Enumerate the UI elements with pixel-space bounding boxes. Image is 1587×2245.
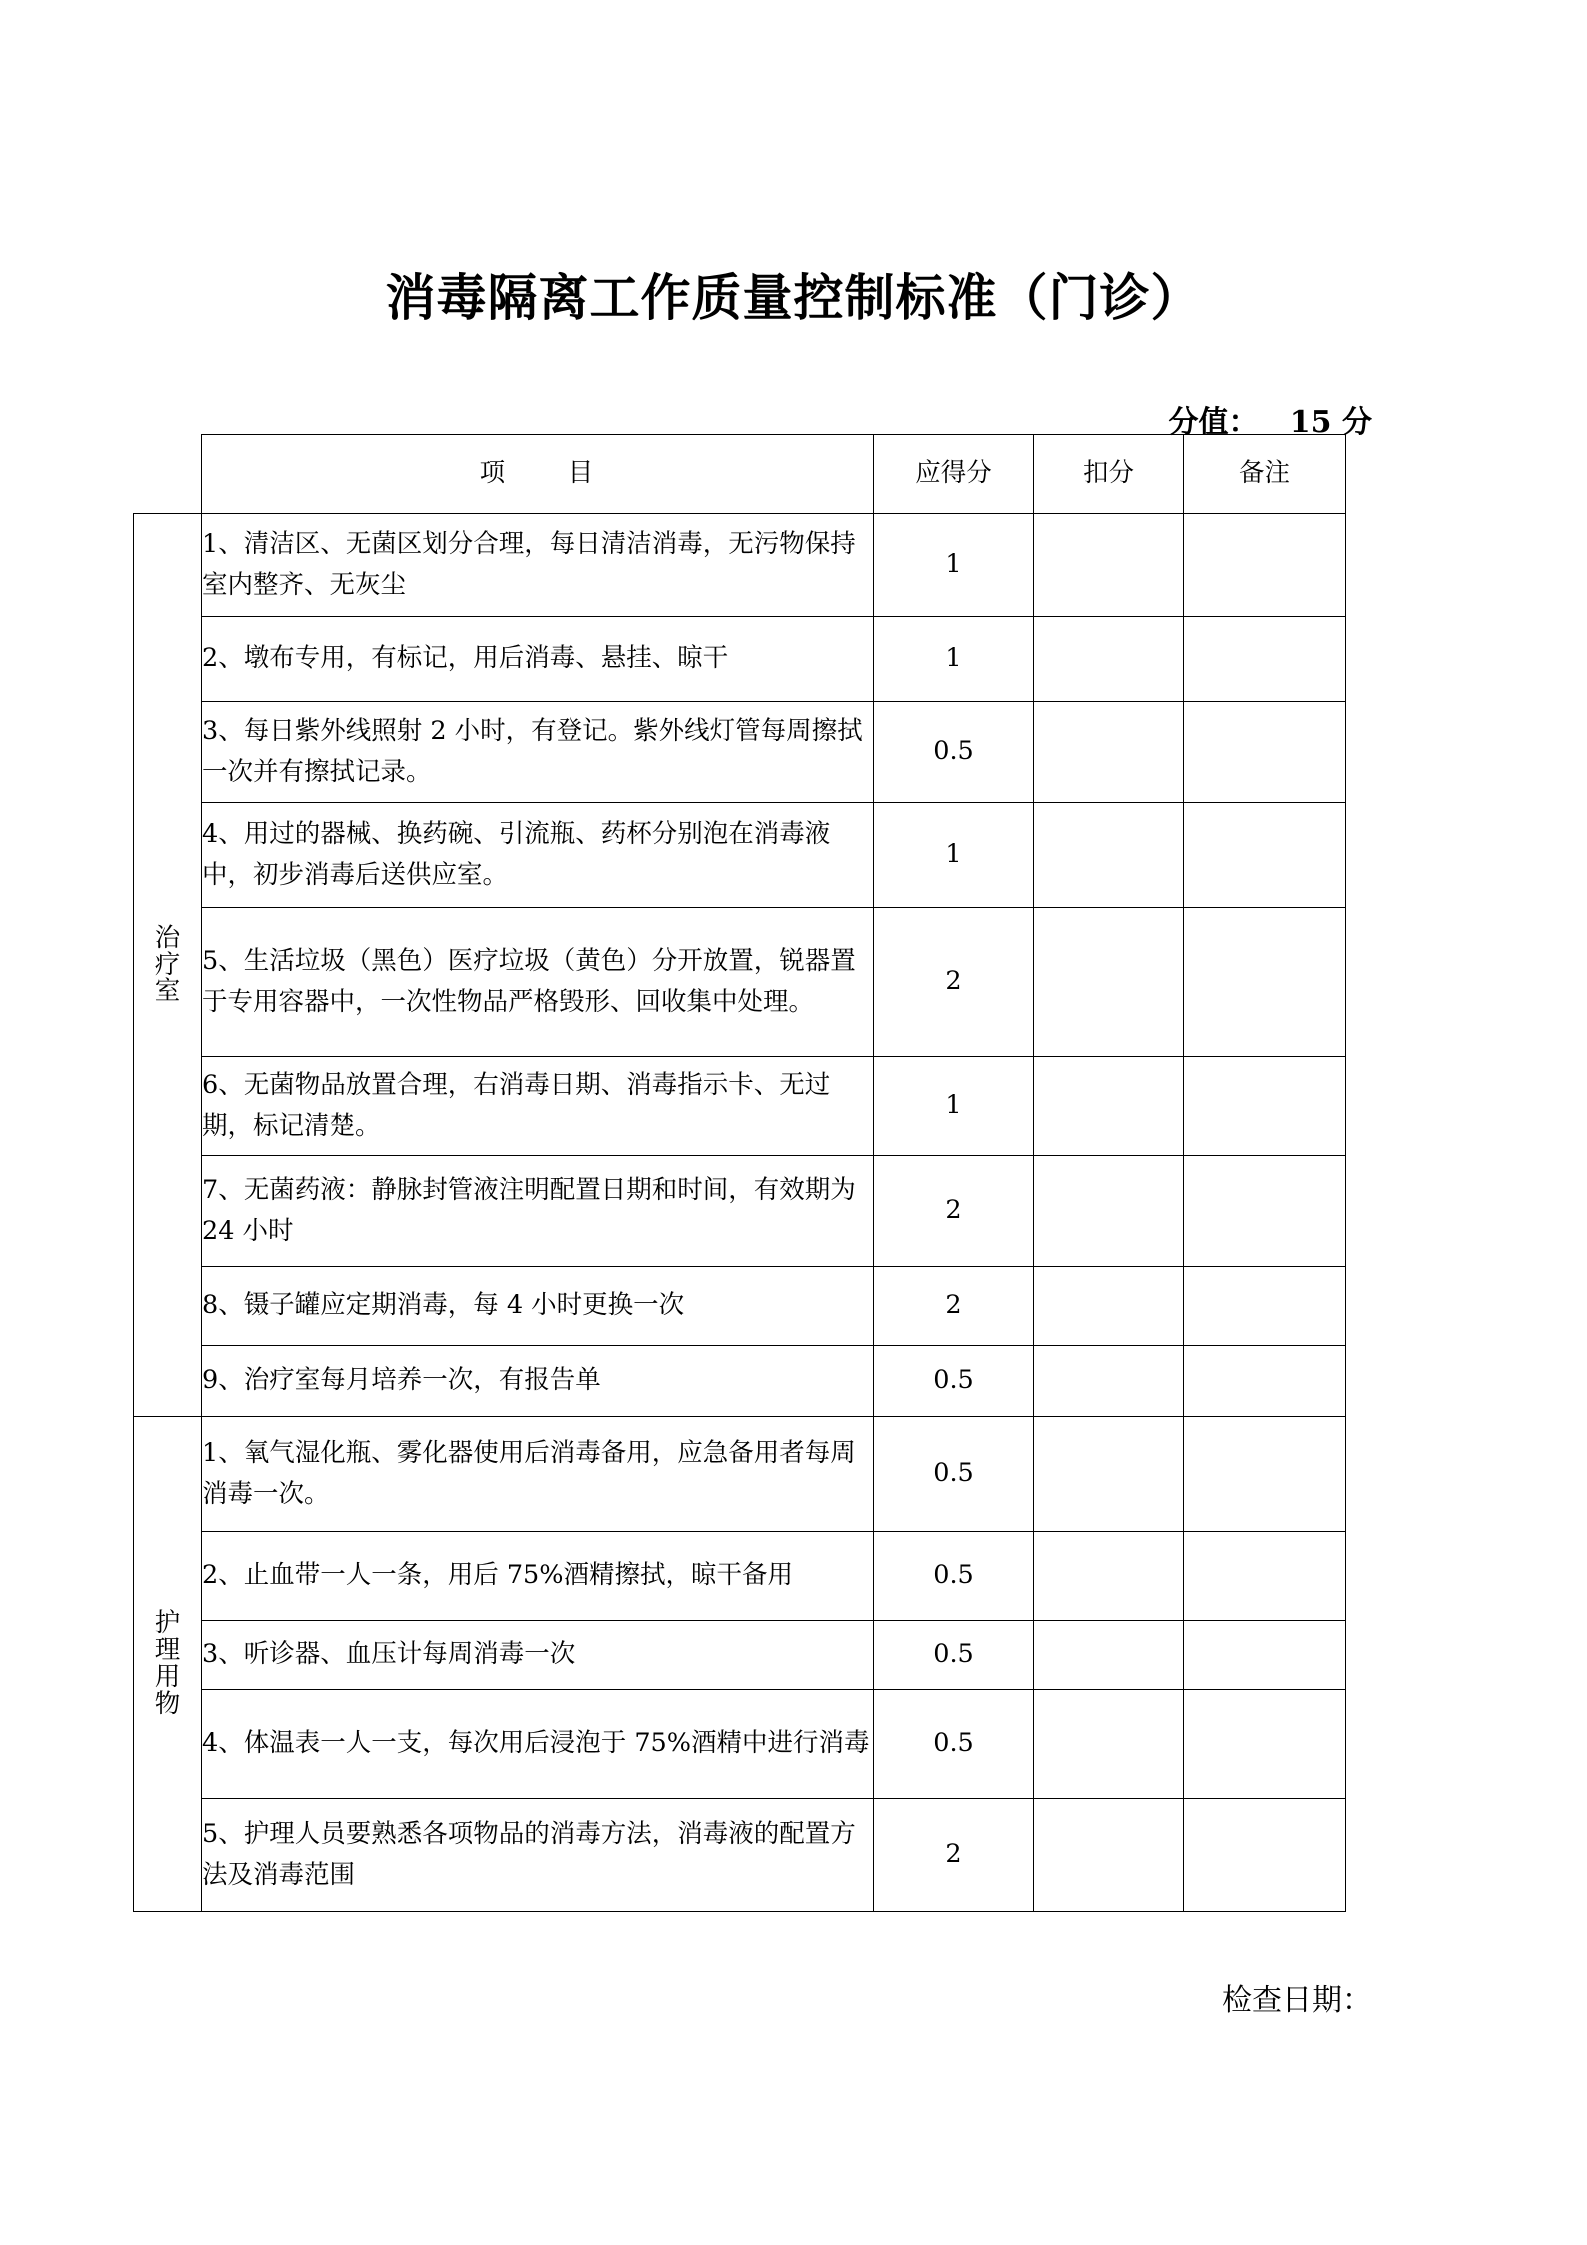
table-row bbox=[134, 803, 1346, 908]
category-label bbox=[134, 922, 201, 1007]
note-cell[interactable] bbox=[1184, 1417, 1346, 1532]
header-deduction bbox=[1034, 435, 1184, 514]
table-row bbox=[134, 1057, 1346, 1156]
expected-score-cell: 2 bbox=[874, 1799, 1034, 1912]
item-description-cell: 9、治疗室每月培养一次，有报告单 bbox=[202, 1346, 874, 1417]
header-deduction-text: 扣分 bbox=[1082, 458, 1134, 489]
header-score bbox=[874, 435, 1034, 514]
header-score-text: 应得分 bbox=[915, 458, 992, 489]
note-cell[interactable] bbox=[1184, 1057, 1346, 1156]
table-row bbox=[134, 908, 1346, 1057]
deduction-cell[interactable] bbox=[1034, 1267, 1184, 1346]
item-description-cell: 3、每日紫外线照射 2 小时，有登记。紫外线灯管每周擦拭一次并有擦拭记录。 bbox=[202, 702, 874, 803]
header-category-spacer bbox=[134, 435, 202, 514]
item-description-cell: 8、镊子罐应定期消毒，每 4 小时更换一次 bbox=[202, 1267, 874, 1346]
deduction-cell[interactable] bbox=[1034, 1690, 1184, 1799]
note-cell[interactable] bbox=[1184, 1267, 1346, 1346]
category-char: 室 bbox=[154, 976, 181, 1007]
table-header-row bbox=[134, 435, 1346, 514]
table-row bbox=[134, 1417, 1346, 1532]
item-description-cell: 4、体温表一人一支，每次用后浸泡于 75%酒精中进行消毒 bbox=[202, 1690, 874, 1799]
table-row bbox=[134, 1346, 1346, 1417]
category-char: 治 bbox=[154, 922, 181, 953]
expected-score-cell: 2 bbox=[874, 908, 1034, 1057]
category-char: 疗 bbox=[154, 949, 181, 980]
category-cell bbox=[134, 1417, 202, 1912]
expected-score-cell: 1 bbox=[874, 514, 1034, 617]
deduction-cell[interactable] bbox=[1034, 1799, 1184, 1912]
expected-score-cell: 1 bbox=[874, 1057, 1034, 1156]
page-title: 消毒隔离工作质量控制标准（门诊） bbox=[385, 268, 1202, 327]
score-label: 分值： bbox=[1168, 405, 1259, 440]
table-row bbox=[134, 702, 1346, 803]
expected-score-cell: 0.5 bbox=[874, 1532, 1034, 1621]
note-cell[interactable] bbox=[1184, 702, 1346, 803]
note-cell[interactable] bbox=[1184, 514, 1346, 617]
expected-score-cell: 0.5 bbox=[874, 1690, 1034, 1799]
deduction-cell[interactable] bbox=[1034, 1417, 1184, 1532]
item-description-cell: 5、生活垃圾（黑色）医疗垃圾（黄色）分开放置，锐器置于专用容器中，一次性物品严格毁形、回收集中处理。 bbox=[202, 908, 874, 1057]
quality-control-table bbox=[133, 434, 1346, 1912]
item-description-cell: 2、墩布专用，有标记，用后消毒、悬挂、晾干 bbox=[202, 617, 874, 702]
item-description-cell: 7、无菌药液：静脉封管液注明配置日期和时间，有效期为 24 小时 bbox=[202, 1156, 874, 1267]
category-char: 用 bbox=[154, 1662, 181, 1692]
table-row bbox=[134, 1267, 1346, 1346]
deduction-cell[interactable] bbox=[1034, 514, 1184, 617]
item-description-cell: 3、听诊器、血压计每周消毒一次 bbox=[202, 1621, 874, 1690]
table-row bbox=[134, 1799, 1346, 1912]
header-note bbox=[1184, 435, 1346, 514]
expected-score-cell: 0.5 bbox=[874, 1417, 1034, 1532]
header-item bbox=[202, 435, 874, 514]
note-cell[interactable] bbox=[1184, 1690, 1346, 1799]
expected-score-cell: 1 bbox=[874, 803, 1034, 908]
table-row bbox=[134, 617, 1346, 702]
expected-score-cell: 0.5 bbox=[874, 702, 1034, 803]
expected-score-cell: 2 bbox=[874, 1156, 1034, 1267]
deduction-cell[interactable] bbox=[1034, 1057, 1184, 1156]
item-description-cell: 5、护理人员要熟悉各项物品的消毒方法，消毒液的配置方法及消毒范围 bbox=[202, 1799, 874, 1912]
category-char: 理 bbox=[154, 1635, 181, 1666]
deduction-cell[interactable] bbox=[1034, 1621, 1184, 1690]
category-cell bbox=[134, 514, 202, 1417]
table-row bbox=[134, 1690, 1346, 1799]
deduction-cell[interactable] bbox=[1034, 702, 1184, 803]
item-description-cell: 2、止血带一人一条，用后 75%酒精擦拭，晾干备用 bbox=[202, 1532, 874, 1621]
header-note-text: 备注 bbox=[1238, 458, 1290, 489]
item-description-cell: 1、清洁区、无菌区划分合理，每日清洁消毒，无污物保持室内整齐、无灰尘 bbox=[202, 514, 874, 617]
table-row bbox=[134, 1156, 1346, 1267]
deduction-cell[interactable] bbox=[1034, 803, 1184, 908]
note-cell[interactable] bbox=[1184, 803, 1346, 908]
deduction-cell[interactable] bbox=[1034, 1532, 1184, 1621]
note-cell[interactable] bbox=[1184, 1532, 1346, 1621]
note-cell[interactable] bbox=[1184, 1346, 1346, 1417]
note-cell[interactable] bbox=[1184, 1156, 1346, 1267]
expected-score-cell: 1 bbox=[874, 617, 1034, 702]
item-description-cell: 4、用过的器械、换药碗、引流瓶、药杯分别泡在消毒液中，初步消毒后送供应室。 bbox=[202, 803, 874, 908]
item-description-cell: 6、无菌物品放置合理，右消毒日期、消毒指示卡、无过期，标记清楚。 bbox=[202, 1057, 874, 1156]
category-label bbox=[134, 1610, 201, 1717]
category-char: 物 bbox=[154, 1688, 181, 1719]
deduction-cell[interactable] bbox=[1034, 1156, 1184, 1267]
table-row bbox=[134, 1532, 1346, 1621]
inspection-date-label: 检查日期： bbox=[1222, 1983, 1372, 2018]
expected-score-cell: 0.5 bbox=[874, 1621, 1034, 1690]
header-item-text: 项 目 bbox=[479, 458, 596, 489]
deduction-cell[interactable] bbox=[1034, 908, 1184, 1057]
expected-score-cell: 2 bbox=[874, 1267, 1034, 1346]
item-description-cell: 1、氧气湿化瓶、雾化器使用后消毒备用，应急备用者每周消毒一次。 bbox=[202, 1417, 874, 1532]
score-value: 15 分 bbox=[1289, 405, 1372, 440]
note-cell[interactable] bbox=[1184, 908, 1346, 1057]
deduction-cell[interactable] bbox=[1034, 617, 1184, 702]
note-cell[interactable] bbox=[1184, 1799, 1346, 1912]
expected-score-cell: 0.5 bbox=[874, 1346, 1034, 1417]
table-row bbox=[134, 1621, 1346, 1690]
note-cell[interactable] bbox=[1184, 617, 1346, 702]
deduction-cell[interactable] bbox=[1034, 1346, 1184, 1417]
category-char: 护 bbox=[154, 1608, 181, 1639]
table-row bbox=[134, 514, 1346, 617]
note-cell[interactable] bbox=[1184, 1621, 1346, 1690]
